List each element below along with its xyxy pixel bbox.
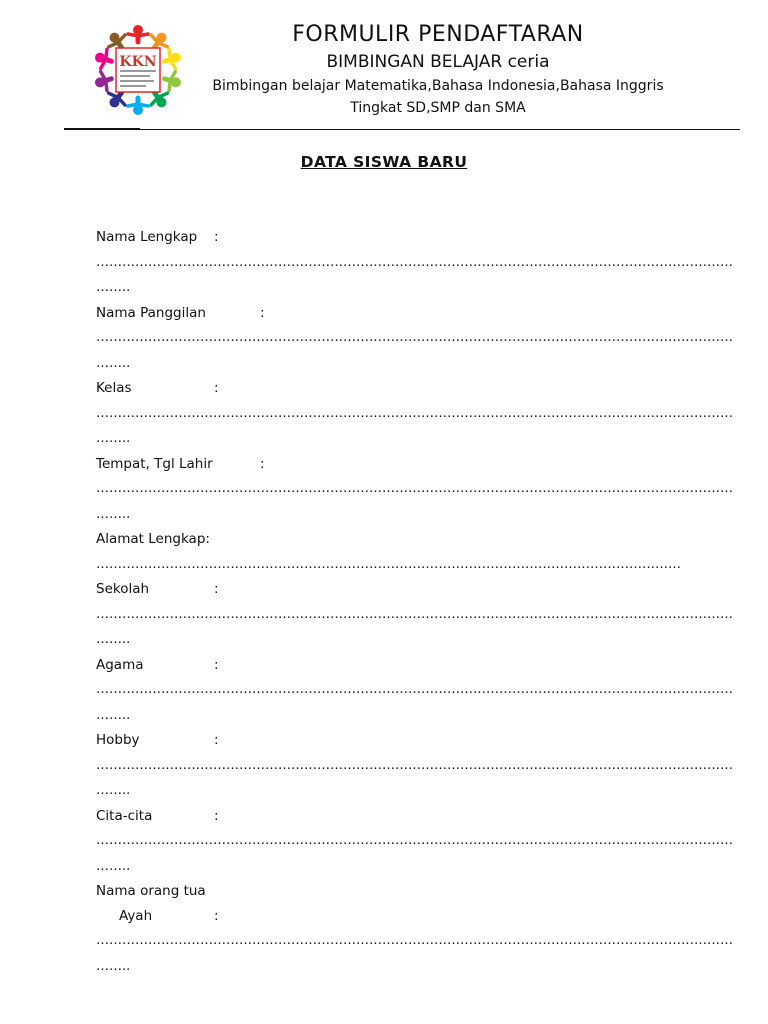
fill-line-continuation[interactable]: …….. — [96, 783, 131, 798]
fill-line[interactable]: ………………………………………………………………………………………………………………………………… — [96, 330, 733, 345]
logo-figure — [128, 98, 148, 115]
field-label: Kelas — [96, 380, 132, 396]
logo-figure — [128, 25, 148, 42]
logo-text: KKN — [119, 54, 157, 70]
field-colon: : — [214, 380, 219, 396]
field-kelas — [96, 376, 733, 452]
fill-line[interactable]: ………………………………………………………………………………………………………………………………… — [96, 833, 733, 848]
form-title: FORMULIR PENDAFTARAN — [292, 22, 584, 47]
logo-figure — [165, 49, 181, 68]
description-line-2: Tingkat SD,SMP dan SMA — [350, 100, 526, 116]
field-label: Cita-cita — [96, 807, 153, 824]
field-label: Tempat, Tgl Lahir — [96, 455, 213, 472]
field-colon: : — [214, 907, 219, 924]
fill-line-continuation[interactable]: …….. — [96, 506, 131, 522]
field-colon: : — [214, 732, 219, 748]
fill-line[interactable]: ………………………………………………………………………………………………………………………………… — [96, 254, 733, 270]
fill-line-continuation[interactable]: …….. — [96, 431, 131, 446]
fill-line[interactable]: ……………………………………………………………………………………………………………………… — [96, 556, 681, 572]
field-colon: : — [214, 229, 219, 245]
form-subtitle: BIMBINGAN BELAJAR ceria — [326, 52, 550, 72]
field-cita-cita — [96, 804, 733, 880]
logo-figure — [165, 72, 181, 91]
field-nama-panggilan — [96, 301, 733, 377]
form-heading: DATA SISWA BARU — [300, 153, 468, 171]
field-agama — [96, 653, 733, 729]
field-colon: : — [214, 656, 219, 673]
logo-figure — [151, 93, 167, 108]
field-colon: : — [214, 807, 219, 824]
logo-figure — [95, 49, 111, 68]
field-nama-lengkap — [96, 225, 733, 301]
fill-line[interactable]: ………………………………………………………………………………………………………………………………… — [96, 606, 733, 622]
field-nama-orang-tua — [96, 879, 733, 979]
fill-line[interactable]: ………………………………………………………………………………………………………………………………… — [96, 933, 733, 948]
logo-figure — [95, 72, 111, 91]
field-colon: : — [214, 581, 219, 597]
field-label-ayah: Ayah — [119, 907, 153, 924]
field-alamat-lengkap — [96, 527, 706, 577]
fill-line-continuation[interactable]: …….. — [96, 632, 131, 647]
field-label: Sekolah — [96, 581, 150, 597]
fill-line[interactable]: ………………………………………………………………………………………………………………………………… — [96, 682, 733, 697]
fill-line[interactable]: ………………………………………………………………………………………………………………………………… — [96, 481, 733, 496]
fill-line-continuation[interactable]: …….. — [96, 355, 131, 371]
description-line-1: Bimbingan belajar Matematika,Bahasa Indonesia,Bahasa Inggris — [212, 78, 664, 94]
field-colon: : — [260, 304, 265, 321]
fill-line-continuation[interactable]: …….. — [96, 280, 131, 295]
field-sekolah — [96, 577, 733, 653]
kkn-logo — [82, 18, 194, 126]
field-tempat-tgl-lahir — [96, 452, 733, 528]
header-divider-thick — [64, 128, 140, 130]
field-hobby — [96, 728, 733, 804]
field-label: Alamat Lengkap — [96, 531, 206, 547]
header-divider — [140, 129, 740, 130]
logo-figure — [151, 33, 167, 48]
fill-line[interactable]: ………………………………………………………………………………………………………………………………… — [96, 405, 733, 421]
logo-figure — [109, 93, 125, 108]
fill-line-continuation[interactable]: …….. — [96, 858, 131, 874]
field-colon: : — [205, 531, 210, 547]
field-label: Nama orang tua — [96, 883, 206, 899]
fill-line-continuation[interactable]: …….. — [96, 958, 131, 974]
field-label: Hobby — [96, 732, 140, 748]
field-label: Nama Lengkap — [96, 229, 198, 245]
fill-line-continuation[interactable]: …….. — [96, 707, 131, 723]
registration-form — [96, 225, 733, 979]
field-colon: : — [260, 455, 265, 472]
field-label: Agama — [96, 656, 144, 673]
fill-line[interactable]: ………………………………………………………………………………………………………………………………… — [96, 757, 733, 773]
field-label: Nama Panggilan — [96, 304, 206, 321]
logo-figure — [109, 33, 125, 48]
